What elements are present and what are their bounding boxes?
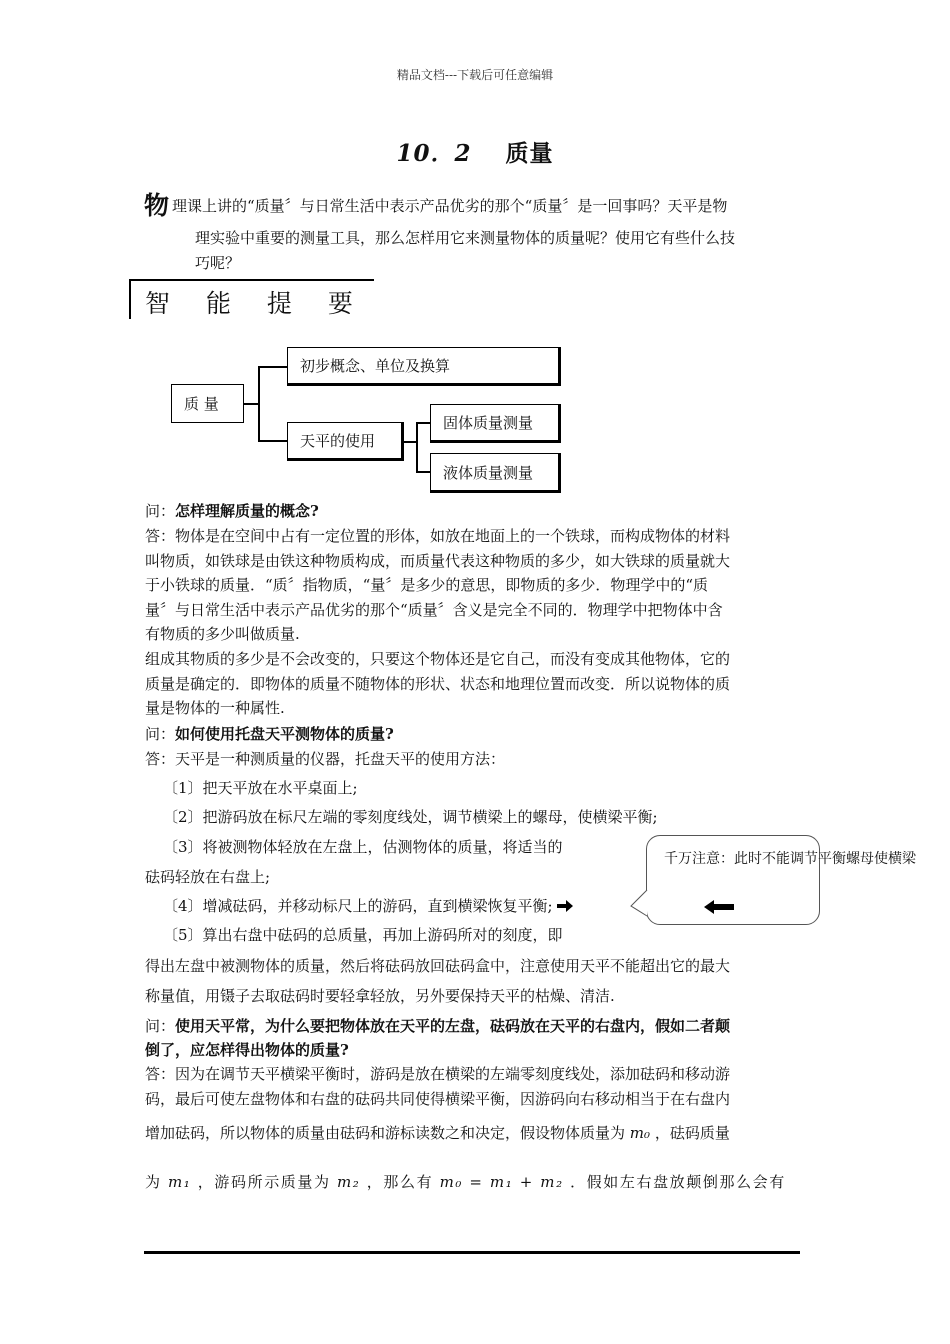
question-text: 怎样理解质量的概念?: [175, 502, 319, 520]
answer-2-tail-2: 称量值，用镊子去取砝码时要轻拿轻放，另外要保持天平的枯燥、清洁.: [145, 987, 615, 1005]
question-3: [145, 1014, 807, 1062]
diagram-connector: [416, 471, 430, 473]
chapter-number: 10．2: [396, 140, 472, 167]
diagram-connector: [258, 366, 260, 441]
page-title: [0, 135, 950, 168]
answer-line: 量是物体的一种属性.: [145, 699, 285, 718]
question-2: [145, 722, 807, 747]
answer-2-tail-1: 得出左盘中被测物体的质量，然后将砝码放回砝码盒中，注意使用天平不能超出它的最大: [145, 957, 731, 975]
answer-line: 质量是确定的．即物体的质量不随物体的形状、状态和地理位置而改变．所以说物体的质: [145, 674, 731, 693]
question-prefix: 问：: [145, 502, 176, 520]
answer-text: ．假如左右盘放颠倒那么会有: [570, 1173, 786, 1191]
footer-rule: [144, 1251, 800, 1254]
diagram-connector: [416, 422, 430, 424]
step-3: 〔3〕将被测物体轻放在左盘上，估测物体的质量，将适当的: [163, 838, 563, 856]
section-frame-left: [129, 279, 131, 319]
diagram-connector: [244, 403, 258, 405]
question-prefix: 问：: [145, 1017, 176, 1035]
diagram-connector: [404, 441, 416, 443]
answer-text: 为: [145, 1173, 162, 1191]
question-text: 使用天平常，为什么要把物体放在天平的左盘，砝码放在天平的右盘内，假如二者颠: [175, 1017, 731, 1035]
question-text: 如何使用托盘天平测物体的质量?: [175, 725, 394, 743]
answer-1: [145, 524, 807, 721]
step-5: 〔5〕算出右盘中砝码的总质量，再加上游码所对的刻度，即: [163, 926, 563, 944]
symbol-m0: m₀: [629, 1124, 651, 1142]
diagram-node-concept: 初步概念、单位及换算: [287, 347, 561, 386]
answer-3-line-2: 码，最后可使左盘物体和右盘的砝码共同使得横梁平衡，因游码向右移动相当于在右盘内: [145, 1090, 731, 1108]
step-2: 〔2〕把游码放在标尺左端的零刻度线处，调节横梁上的螺母，使横梁平衡;: [163, 808, 658, 826]
diagram-node-liquid: 液体质量测量: [430, 453, 561, 493]
page-header: 精品文档---下载后可任意编辑: [396, 68, 554, 82]
answer-line: 答：物体是在空间中占有一定位置的形体，如放在地面上的一个铁球，而构成物体的材料: [145, 527, 731, 545]
step-3-continued: 砝码轻放在右盘上;: [145, 868, 271, 886]
symbol-m2: m₂: [336, 1173, 361, 1191]
mass-equation: m₀ = m₁ + m₂: [439, 1173, 564, 1191]
section-frame-top: [129, 279, 374, 281]
callout-pointer: [630, 888, 648, 922]
answer-line: 叫物质，如铁球是由铁这种物质构成，而质量代表这种物质的多少，如大铁球的质量就大: [145, 551, 731, 570]
diagram-node-balance: 天平的使用: [287, 422, 404, 461]
intro-line-3: 巧呢？: [195, 254, 241, 272]
question-1: [145, 499, 807, 524]
chapter-title: 质量: [505, 140, 554, 167]
answer-3-line-4: [145, 1171, 786, 1192]
diagram-connector: [416, 422, 418, 472]
arrow-right-icon: [557, 898, 573, 916]
answer-text: ，游码所示质量为: [197, 1173, 331, 1191]
symbol-m1: m₁: [167, 1173, 192, 1191]
intro-line-2: 理实验中重要的测量工具，那么怎样用它来测量物体的质量呢？使用它有些什么技: [195, 229, 736, 247]
callout-text: 千万注意：此时不能调节平衡螺母使横梁: [664, 851, 916, 867]
section-title: 智 能 提 要: [145, 289, 367, 318]
diagram-node-mass: 质 量: [171, 384, 244, 423]
step-4-text: 〔4〕增减砝码，并移动标尺上的游码，直到横梁恢复平衡;: [163, 897, 553, 915]
step-1: 〔1〕把天平放在水平桌面上;: [163, 779, 358, 797]
answer-text: 增加砝码，所以物体的质量由砝码和游标读数之和决定，假设物体质量为: [145, 1124, 626, 1142]
diagram-node-solid: 固体质量测量: [430, 404, 561, 443]
diagram-connector: [258, 366, 287, 368]
answer-2-intro: 答：天平是一种测质量的仪器，托盘天平的使用方法：: [145, 750, 506, 768]
answer-line: 组成其物质的多少是不会改变的，只要这个物体还是它自己，而没有变成其他物体，它的: [145, 649, 731, 668]
question-prefix: 问：: [145, 725, 176, 743]
answer-3-line-3: [145, 1122, 730, 1143]
answer-line: 有物质的多少叫做质量.: [145, 625, 300, 644]
answer-text: ，那么有: [366, 1173, 434, 1191]
step-4: [163, 895, 573, 916]
arrow-left-icon: [704, 899, 734, 918]
answer-3-line-1: 答：因为在调节天平横梁平衡时，游码是放在横梁的左端零刻度线处，添加砝码和移动游: [145, 1065, 731, 1083]
answer-line: 量〞与日常生活中表示产品优劣的那个“质量〞含义是完全不同的．物理学中把物体中含: [145, 600, 723, 619]
question-text: 倒了，应怎样得出物体的质量?: [145, 1041, 349, 1059]
answer-line: 于小铁球的质量．“质〞指物质，“量〞是多少的意思，即物质的多少．物理学中的“质: [145, 576, 709, 595]
intro-drop-cap: 物: [144, 191, 170, 220]
answer-text: ，砝码质量: [654, 1124, 730, 1142]
intro-line-1: 理课上讲的“质量〞与日常生活中表示产品优劣的那个“质量〞是一回事吗？天平是物: [172, 197, 728, 215]
diagram-connector: [258, 440, 287, 442]
